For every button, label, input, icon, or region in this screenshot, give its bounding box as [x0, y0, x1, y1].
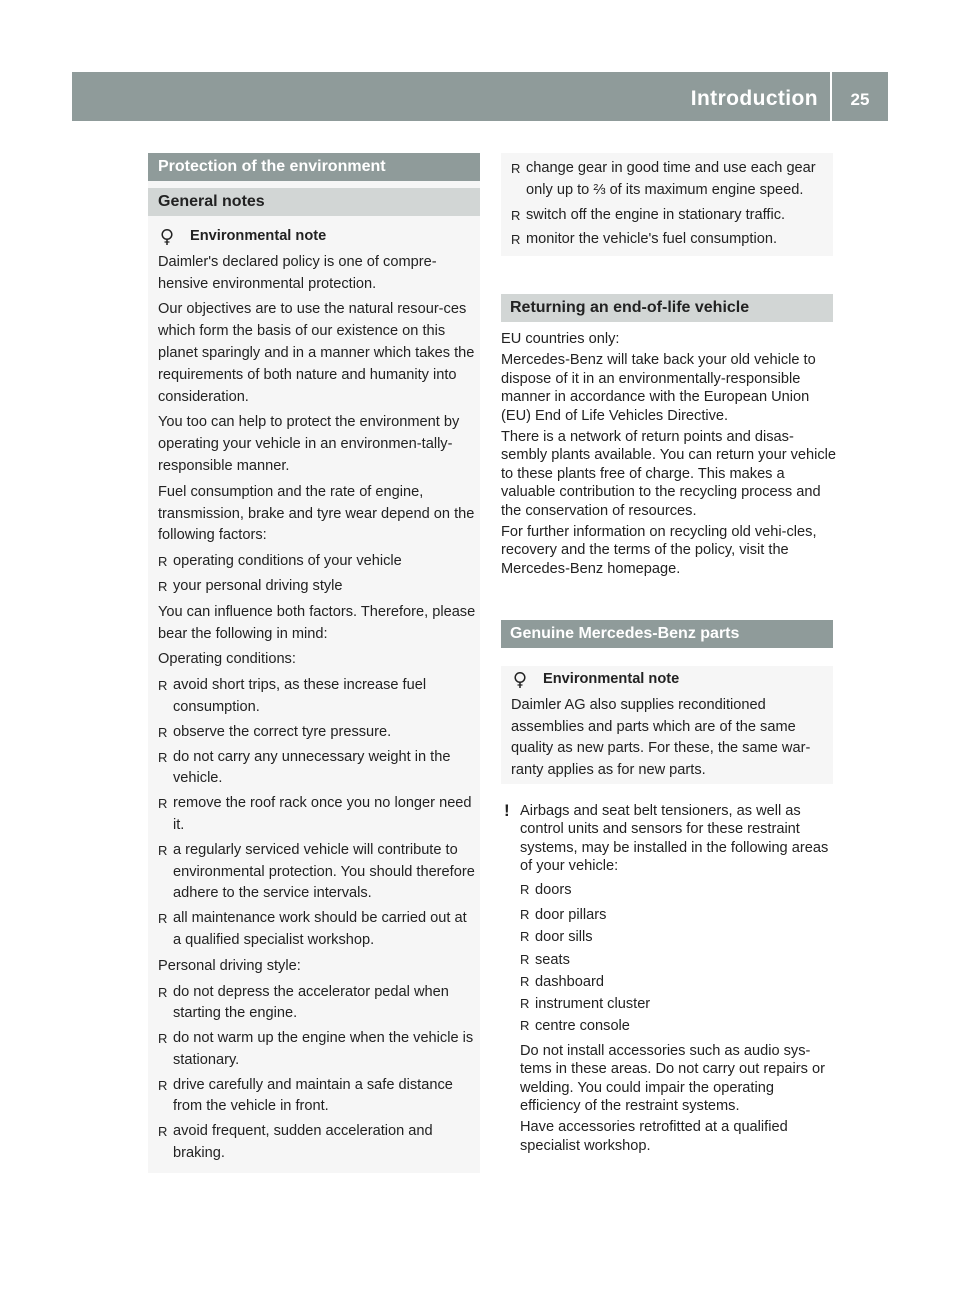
- list-item: R do not warm up the engine when the vehicle is stationary.: [158, 1030, 474, 1068]
- bullet-icon: R: [520, 996, 530, 1012]
- list-item: R centre console: [520, 1015, 836, 1037]
- section-title-protection: Protection of the environment: [148, 153, 480, 181]
- lightbulb-icon: [511, 671, 529, 689]
- bullet-icon: R: [511, 232, 521, 248]
- returning-text: [501, 330, 837, 581]
- operating-conditions-label: Operating conditions:: [158, 651, 296, 668]
- list-item: R monitor the vehicle's fuel consumption.: [511, 229, 829, 251]
- bullet-icon: R: [158, 911, 168, 927]
- paragraph: Do not install accessories such as audio sys-tems in these areas. Do not carry out repairs or welding. You could impair the operating efficiency of the restraint systems.: [520, 1042, 825, 1114]
- paragraph: Daimler's declared policy is one of compre-hensive environmental protection.: [158, 253, 437, 292]
- chapter-title: Introduction: [690, 87, 818, 110]
- paragraph: For further information on recycling old vehi-cles, recovery and the terms of the policy, visit the Mercedes-Benz homepage.: [501, 524, 817, 577]
- environmental-note-heading: [158, 226, 476, 248]
- left-column-text: [158, 226, 476, 1169]
- bullet-icon: R: [158, 842, 168, 858]
- paragraph: Mercedes-Benz will take back your old vehicle to dispose of it in an environmentally-responsible manner in accordance with the European Union (EU) End of Life Vehicles Directive.: [501, 352, 816, 424]
- page-number: 25: [850, 90, 870, 109]
- bullet-icon: R: [158, 578, 168, 594]
- bullet-icon: R: [158, 724, 168, 740]
- bullet-icon: R: [520, 906, 530, 922]
- operating-conditions-list: [158, 675, 476, 952]
- list-item: R door sills: [520, 926, 836, 948]
- note-heading-text: Environmental note: [190, 228, 327, 244]
- list-item: R your personal driving style: [158, 576, 476, 598]
- list-item: R change gear in good time and use each gear only up to ⅔ of its maximum engine speed.: [511, 160, 816, 198]
- list-item: R all maintenance work should be carried out at a qualified specialist workshop.: [158, 910, 467, 948]
- bullet-icon: R: [511, 161, 521, 176]
- lightbulb-icon: [158, 228, 176, 246]
- list-item: R drive carefully and maintain a safe distance from the vehicle in front.: [158, 1076, 453, 1115]
- paragraph: You can influence both factors. Therefore, please bear the following in mind:: [158, 603, 476, 642]
- bullet-icon: R: [158, 796, 168, 812]
- section-title-genuine-parts: Genuine Mercedes-Benz parts: [501, 620, 833, 648]
- bullet-icon: R: [158, 1077, 168, 1093]
- bullet-icon: R: [520, 881, 530, 897]
- continued-driving-list: [511, 158, 829, 255]
- paragraph: Fuel consumption and the rate of engine, transmission, brake and tyre wear depend on the following factors:: [158, 483, 475, 544]
- bullet-icon: R: [158, 1124, 168, 1140]
- bullet-icon: R: [511, 207, 521, 223]
- genuine-note-text: [511, 669, 829, 786]
- driving-style-label: Personal driving style:: [158, 957, 301, 974]
- list-item: R avoid frequent, sudden acceleration and braking.: [158, 1123, 433, 1162]
- list-item: R switch off the engine in stationary traffic.: [511, 205, 829, 227]
- bullet-icon: R: [158, 554, 168, 570]
- list-item: R remove the roof rack once you no longer need it.: [158, 795, 472, 833]
- list-item: R do not depress the accelerator pedal when starting the engine.: [158, 983, 449, 1022]
- bullet-icon: R: [158, 1031, 168, 1047]
- subsection-title-returning: Returning an end-of-life vehicle: [501, 294, 833, 322]
- list-item: R observe the correct tyre pressure.: [158, 722, 476, 744]
- paragraph: You too can help to protect the environment by operating your vehicle in an environmen-tally-responsible manner.: [158, 414, 460, 474]
- factors-list: [158, 551, 476, 598]
- bullet-icon: R: [158, 678, 168, 694]
- bullet-icon: R: [520, 973, 530, 989]
- list-item: R dashboard: [520, 971, 836, 993]
- paragraph: Have accessories retrofitted at a qualified specialist workshop.: [520, 1119, 788, 1154]
- list-item: R operating conditions of your vehicle: [158, 551, 476, 573]
- paragraph: Our objectives are to use the natural resour-ces which form the basis of our existence on this planet sparingly and in a manner which takes the requirements of both nature and humanity into consideration.: [158, 301, 475, 405]
- subsection-title-general-notes: General notes: [148, 188, 480, 216]
- paragraph: Daimler AG also supplies reconditioned assemblies and parts which are of the same quality as new parts. For these, the same war-ranty applies as for new parts.: [511, 696, 811, 779]
- list-item: R do not carry any unnecessary weight in the vehicle.: [158, 748, 451, 787]
- paragraph: EU countries only:: [501, 331, 620, 347]
- paragraph: There is a network of return points and disas-sembly plants available. You can return your vehicle to these plants free of charge. This makes a valuable contribution to the recycling process and the conservation of resources.: [501, 429, 837, 519]
- bullet-icon: R: [520, 1018, 530, 1034]
- bullet-icon: R: [520, 929, 530, 945]
- list-item: R door pillars: [520, 904, 836, 926]
- bullet-icon: R: [158, 984, 168, 1000]
- warning-text-block: [520, 802, 836, 1158]
- restraint-areas-list: [520, 879, 836, 1038]
- bullet-icon: R: [158, 749, 168, 765]
- driving-style-list: [158, 982, 476, 1165]
- environmental-note-heading: [511, 669, 829, 691]
- page-header: [72, 72, 888, 121]
- bullet-icon: R: [520, 951, 530, 967]
- list-item: R instrument cluster: [520, 993, 836, 1015]
- list-item: R seats: [520, 949, 836, 971]
- list-item: R avoid short trips, as these increase fuel consumption.: [158, 677, 427, 715]
- warning-paragraph: Airbags and seat belt tensioners, as well as control units and sensors for these restraint systems, may be installed in the following areas of your vehicle:: [520, 803, 829, 875]
- list-item: R doors: [520, 879, 836, 901]
- note-heading-text: Environmental note: [543, 671, 680, 687]
- warning-icon: !: [504, 801, 510, 820]
- list-item: R a regularly serviced vehicle will contribute to environmental protection. You should therefore adhere to the service intervals.: [158, 841, 475, 902]
